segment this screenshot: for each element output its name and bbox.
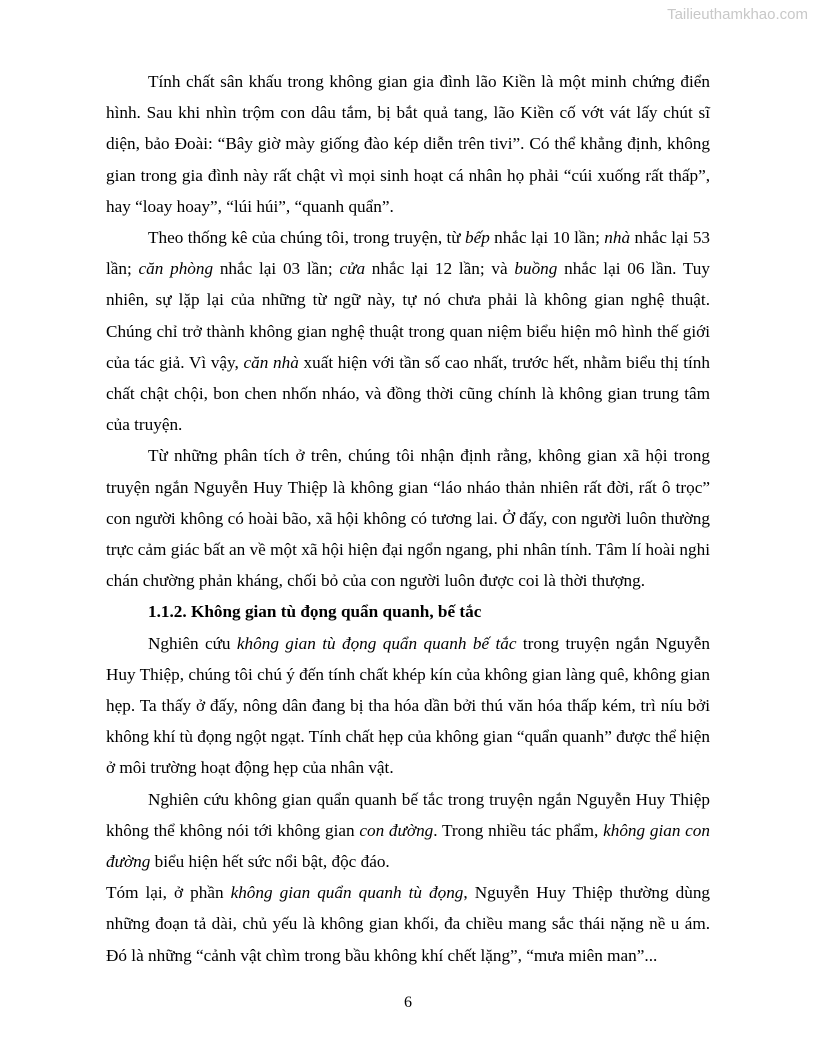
- text-run: xuất hiện với tần số cao nhất, trước hết, nhằm biểu thị tính chất chật chội, bon chen nhốn nháo, và đồng thời cũng chính là không gian trung tâm của truyện.: [106, 352, 710, 435]
- text-run: nhắc lại 06 lần. Tuy nhiên, sự lặp lại của những từ ngữ này, tự nó chưa phải là không gian nghệ thuật. Chúng chỉ trở thành không gian nghệ thuật trong quan niệm biểu hiện mô hình thế giới của tác giả. Vì vậy,: [106, 259, 710, 372]
- watermark: Tailieuthamkhao.com: [667, 6, 808, 23]
- emphasis: không gian con đường: [106, 820, 710, 872]
- section-heading: 1.1.2. Không gian tù đọng quẩn quanh, bế tắc: [148, 602, 482, 622]
- emphasis: căn nhà: [243, 352, 299, 372]
- text-run: Nghiên cứu không gian quẩn quanh bế tắc trong truyện ngắn Nguyễn Huy Thiệp không thể không nói tới không gian: [106, 789, 710, 840]
- paragraph-2: [106, 222, 710, 440]
- text-run: nhắc lại 12 lần; và: [365, 259, 515, 279]
- text-run: . Trong nhiều tác phẩm,: [433, 820, 604, 840]
- paragraph-6: [106, 877, 710, 971]
- emphasis: con đường: [359, 820, 434, 840]
- text-run: nhắc lại 03 lần;: [213, 259, 340, 279]
- emphasis: không gian tù đọng quẩn quanh bế tắc: [236, 633, 517, 653]
- page-number: 6: [404, 994, 412, 1011]
- text-run: Theo thống kê của chúng tôi, trong truyện, từ: [148, 228, 465, 248]
- emphasis: không gian quẩn quanh tù đọng: [230, 883, 464, 903]
- text-run: biểu hiện hết sức nổi bật, độc đáo.: [150, 852, 390, 872]
- emphasis: buồng: [514, 259, 558, 279]
- paragraph-5: [106, 784, 710, 878]
- paragraph-4: [106, 628, 710, 784]
- emphasis: căn phòng: [138, 259, 214, 279]
- text-run: , Nguyễn Huy Thiệp thường dùng những đoạn tả dài, chủ yếu là không gian khối, đa chiều mang sắc thái nặng nề u ám. Đó là những “cảnh vật chìm trong bầu không khí chết lặng”, “mưa miên man”...: [106, 883, 711, 965]
- document-body: [106, 66, 710, 971]
- emphasis: cửa: [339, 259, 366, 279]
- text-run: nhắc lại 10 lần;: [489, 228, 605, 248]
- paragraph-3: Từ những phân tích ở trên, chúng tôi nhận định rằng, không gian xã hội trong truyện ngắn Nguyễn Huy Thiệp là không gian “láo nháo thản nhiên rất đời, rất ô trọc” con người không có hoài bão, xã hội không có tương lai. Ở đấy, con người luôn thường trực cảm giác bất an về một xã hội hiện đại ngổn ngang, phi nhân tính. Tâm lí hoài nghi chán chường phản kháng, chối bỏ của con người luôn được coi là thời thượng.: [106, 446, 710, 591]
- emphasis: bếp: [464, 228, 490, 248]
- text-run: trong truyện ngắn Nguyễn Huy Thiệp, chúng tôi chú ý đến tính chất khép kín của không gian làng quê, không gian hẹp. Ta thấy ở đấy, nông dân đang bị tha hóa dần bởi thú văn hóa thấp kém, trì níu bởi không khí tù đọng ngột ngạt. Tính chất hẹp của không gian “quẩn quanh” được thể hiện ở môi trường hoạt động hẹp của nhân vật.: [106, 633, 710, 778]
- text-run: Tóm lại, ở phần: [106, 883, 231, 903]
- emphasis: nhà: [604, 228, 631, 248]
- text-run: nhắc lại 53 lần;: [106, 228, 711, 279]
- paragraph-1: Tính chất sân khấu trong không gian gia đình lão Kiền là một minh chứng điển hình. Sau khi nhìn trộm con dâu tắm, bị bắt quả tang, lão Kiền cố vớt vát lấy chút sĩ diện, bảo Đoài: “Bây giờ mày giống đào kép diễn trên tivi”. Có thể khẳng định, không gian trong gia đình này rất chật vì mọi sinh hoạt cá nhân họ phải “cúi xuống rất thấp”, hay “loay hoay”, “lúi húi”, “quanh quẩn”.: [106, 72, 710, 216]
- text-run: Nghiên cứu: [148, 633, 237, 653]
